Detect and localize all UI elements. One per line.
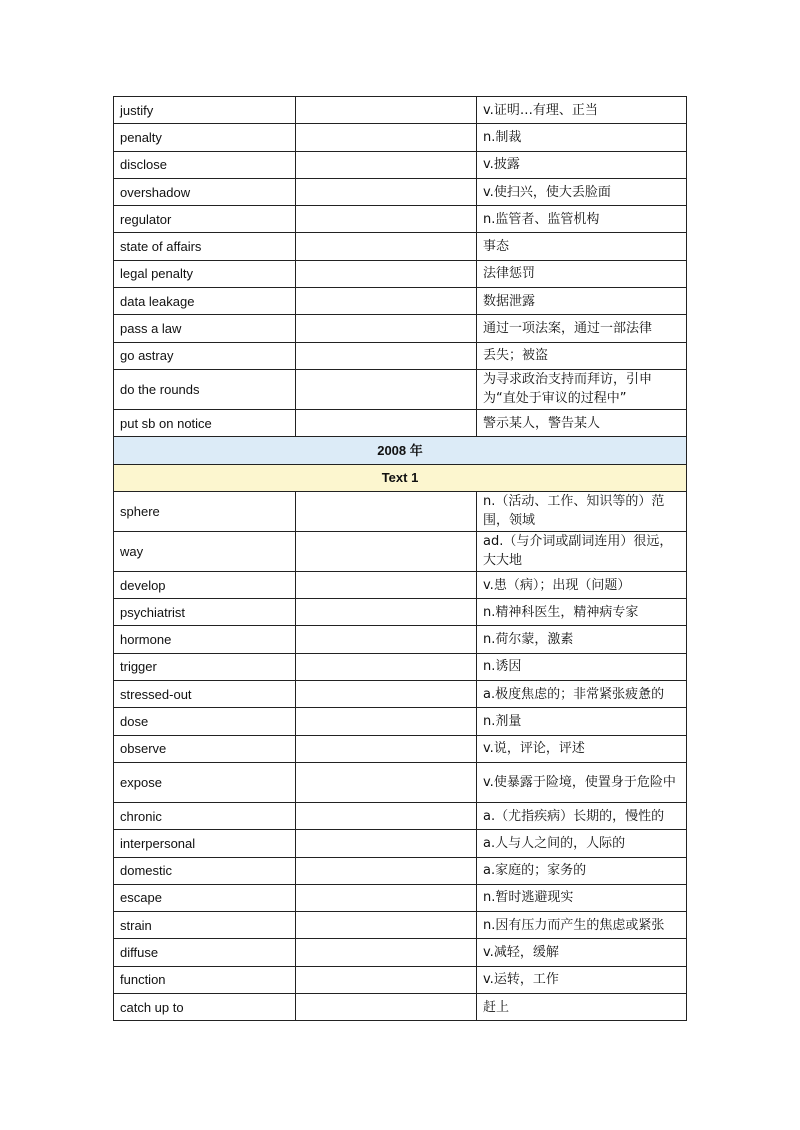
word-cell: catch up to (114, 994, 296, 1021)
word-cell: develop (114, 571, 296, 598)
meaning-cell: v.使暴露于险境，使置身于危险中 (477, 762, 687, 802)
word-cell: dose (114, 708, 296, 735)
meaning-cell: 法律惩罚 (477, 260, 687, 287)
meaning-cell: n.暂时逃避现实 (477, 884, 687, 911)
blank-cell (296, 233, 477, 260)
blank-cell (296, 315, 477, 342)
word-cell: state of affairs (114, 233, 296, 260)
blank-cell (296, 653, 477, 680)
blank-cell (296, 124, 477, 151)
meaning-cell: a.极度焦虑的；非常紧张疲惫的 (477, 681, 687, 708)
blank-cell (296, 830, 477, 857)
blank-cell (296, 342, 477, 369)
meaning-cell: v.说，评论，评述 (477, 735, 687, 762)
meaning-cell: n.制裁 (477, 124, 687, 151)
word-cell: sphere (114, 491, 296, 531)
meaning-cell: v.减轻，缓解 (477, 939, 687, 966)
meaning-cell: n.因有压力而产生的焦虑或紧张 (477, 912, 687, 939)
word-cell: go astray (114, 342, 296, 369)
meaning-cell: 赶上 (477, 994, 687, 1021)
word-cell: domestic (114, 857, 296, 884)
table-row (114, 735, 687, 762)
table-row (114, 571, 687, 598)
vocabulary-table (113, 96, 687, 1021)
meaning-cell: v.运转，工作 (477, 966, 687, 993)
meaning-cell: n.诱因 (477, 653, 687, 680)
table-row (114, 912, 687, 939)
table-row (114, 409, 687, 436)
table-row (114, 288, 687, 315)
word-cell: diffuse (114, 939, 296, 966)
blank-cell (296, 735, 477, 762)
word-cell: interpersonal (114, 830, 296, 857)
blank-cell (296, 762, 477, 802)
table-row (114, 260, 687, 287)
table-row (114, 342, 687, 369)
meaning-cell: n.监管者、监管机构 (477, 206, 687, 233)
blank-cell (296, 369, 477, 409)
meaning-cell: a.（尤指疾病）长期的，慢性的 (477, 802, 687, 829)
meaning-cell: n.（活动、工作、知识等的）范围，领域 (477, 491, 687, 531)
meaning-cell: n.荷尔蒙，激素 (477, 626, 687, 653)
table-row (114, 966, 687, 993)
blank-cell (296, 857, 477, 884)
blank-cell (296, 626, 477, 653)
blank-cell (296, 491, 477, 531)
blank-cell (296, 708, 477, 735)
blank-cell (296, 966, 477, 993)
blank-cell (296, 151, 477, 178)
blank-cell (296, 912, 477, 939)
blank-cell (296, 884, 477, 911)
word-cell: chronic (114, 802, 296, 829)
word-cell: expose (114, 762, 296, 802)
table-row (114, 151, 687, 178)
section-2-body (114, 491, 687, 1020)
word-cell: hormone (114, 626, 296, 653)
section-headers (114, 437, 687, 492)
word-cell: penalty (114, 124, 296, 151)
table-row (114, 762, 687, 802)
text-header-row (114, 464, 687, 491)
blank-cell (296, 178, 477, 205)
table-row (114, 233, 687, 260)
word-cell: data leakage (114, 288, 296, 315)
word-cell: do the rounds (114, 369, 296, 409)
year-header-row (114, 437, 687, 464)
word-cell: regulator (114, 206, 296, 233)
word-cell: pass a law (114, 315, 296, 342)
table-row (114, 315, 687, 342)
table-row (114, 531, 687, 571)
table-row (114, 491, 687, 531)
meaning-cell: 事态 (477, 233, 687, 260)
table-row (114, 708, 687, 735)
section-1-body (114, 97, 687, 437)
meaning-cell: a.人与人之间的，人际的 (477, 830, 687, 857)
word-cell: trigger (114, 653, 296, 680)
blank-cell (296, 531, 477, 571)
word-cell: way (114, 531, 296, 571)
table-row (114, 857, 687, 884)
table-row (114, 206, 687, 233)
table-row (114, 97, 687, 124)
meaning-cell: n.剂量 (477, 708, 687, 735)
blank-cell (296, 994, 477, 1021)
meaning-cell: n.精神科医生，精神病专家 (477, 599, 687, 626)
meaning-cell: 丢失；被盗 (477, 342, 687, 369)
table-row (114, 124, 687, 151)
table-row (114, 178, 687, 205)
blank-cell (296, 571, 477, 598)
meaning-cell: v.披露 (477, 151, 687, 178)
blank-cell (296, 206, 477, 233)
blank-cell (296, 802, 477, 829)
word-cell: justify (114, 97, 296, 124)
meaning-cell: 通过一项法案，通过一部法律 (477, 315, 687, 342)
word-cell: psychiatrist (114, 599, 296, 626)
table-row (114, 653, 687, 680)
meaning-cell: v.证明…有理、正当 (477, 97, 687, 124)
word-cell: stressed-out (114, 681, 296, 708)
meaning-cell: v.使扫兴，使大丢脸面 (477, 178, 687, 205)
table-row (114, 599, 687, 626)
table-row (114, 802, 687, 829)
table-row (114, 626, 687, 653)
blank-cell (296, 97, 477, 124)
word-cell: escape (114, 884, 296, 911)
blank-cell (296, 288, 477, 315)
table-row (114, 369, 687, 409)
table-row (114, 939, 687, 966)
meaning-cell: a.家庭的；家务的 (477, 857, 687, 884)
word-cell: disclose (114, 151, 296, 178)
blank-cell (296, 681, 477, 708)
text-header: Text 1 (114, 464, 687, 491)
meaning-cell: v.患（病）；出现（问题） (477, 571, 687, 598)
table-row (114, 884, 687, 911)
blank-cell (296, 599, 477, 626)
word-cell: strain (114, 912, 296, 939)
meaning-cell: 警示某人，警告某人 (477, 409, 687, 436)
meaning-cell: ad.（与介词或副词连用）很远，大大地 (477, 531, 687, 571)
word-cell: observe (114, 735, 296, 762)
blank-cell (296, 409, 477, 436)
table-row (114, 681, 687, 708)
word-cell: legal penalty (114, 260, 296, 287)
table-row (114, 994, 687, 1021)
table-row (114, 830, 687, 857)
blank-cell (296, 939, 477, 966)
meaning-cell: 数据泄露 (477, 288, 687, 315)
word-cell: overshadow (114, 178, 296, 205)
word-cell: function (114, 966, 296, 993)
meaning-cell: 为寻求政治支持而拜访，引申为“直处于审议的过程中” (477, 369, 687, 409)
year-header: 2008 年 (114, 437, 687, 464)
word-cell: put sb on notice (114, 409, 296, 436)
blank-cell (296, 260, 477, 287)
